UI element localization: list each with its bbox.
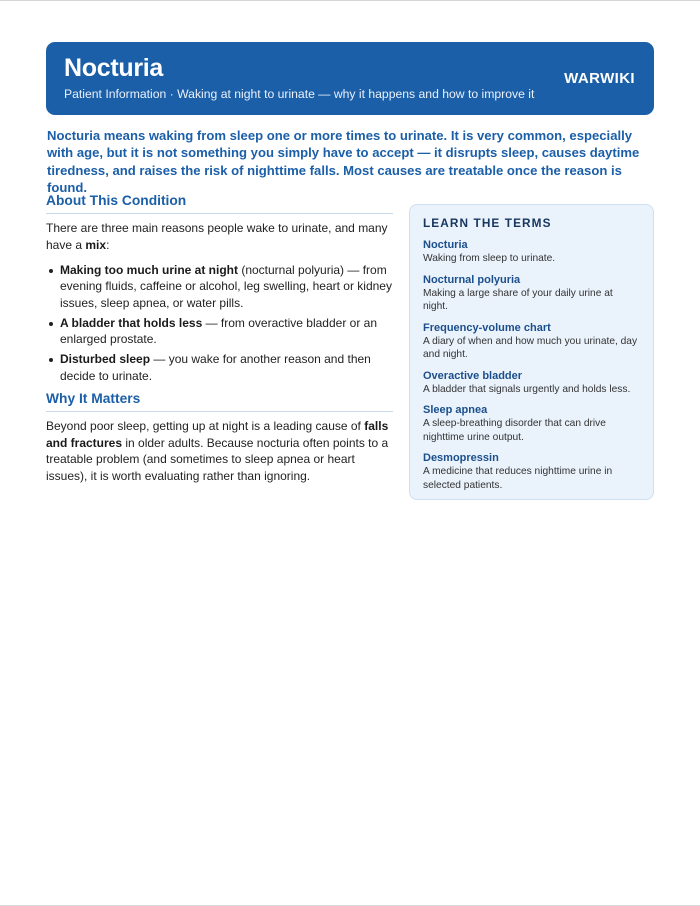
glossary-term — [423, 238, 640, 266]
bullet-icon — [49, 269, 53, 273]
about-lead-end: : — [106, 237, 110, 252]
main-column — [46, 193, 393, 484]
top-divider — [0, 0, 700, 1]
term-name: Nocturia — [423, 239, 468, 251]
term-name: Nocturnal polyuria — [423, 273, 521, 286]
list-item-text: — you wake for another reason and then decide to urinate. — [60, 352, 371, 383]
list-item-text: — from overactive bladder or an enlarged prostate. — [60, 315, 377, 347]
term-definition: A diary of when and how much you urinate, day and night. — [423, 335, 638, 360]
why-paragraph — [46, 418, 393, 484]
glossary-box — [409, 204, 654, 500]
glossary-term — [423, 369, 640, 397]
glossary-title: LEARN THE TERMS — [423, 216, 552, 230]
term-name: Overactive bladder — [423, 369, 523, 382]
list-item — [46, 351, 393, 384]
term-name: Frequency-volume chart — [423, 321, 551, 334]
term-name: Sleep apnea — [423, 404, 488, 416]
term-definition: A bladder that signals urgently and holds less. — [423, 383, 631, 395]
list-item-text: (nocturnal polyuria) — from evening fluids, caffeine or alcohol, leg swelling, heart or kidney issues, sleep apnea, or water pills. — [60, 263, 392, 310]
about-lead — [46, 220, 393, 253]
brand-logo: WARWIKI — [564, 70, 635, 87]
glossary-term — [423, 321, 640, 362]
glossary-term — [423, 403, 640, 444]
why-section — [46, 391, 393, 484]
bullet-icon — [49, 358, 53, 362]
page-header — [46, 42, 654, 115]
about-heading: About This Condition — [46, 193, 393, 214]
list-item — [46, 262, 393, 311]
list-item-bold: A bladder that holds less — [60, 315, 203, 330]
list-item — [46, 315, 393, 348]
why-bold: falls and fractures — [46, 419, 389, 450]
term-definition: Making a large share of your daily urine at night. — [423, 287, 613, 312]
list-item-bold: Making too much urine at night — [60, 263, 238, 277]
term-definition: Waking from sleep to urinate. — [423, 253, 556, 264]
term-definition: A sleep-breathing disorder that can drive nighttime urine output. — [423, 418, 606, 443]
bullet-icon — [49, 322, 53, 326]
page-subtitle: Patient Information · Waking at night to urinate — why it happens and how to improve it — [64, 87, 535, 101]
term-definition: A medicine that reduces nighttime urine in selected patients. — [423, 466, 613, 491]
why-text-1: Beyond poor sleep, getting up at night is a leading cause of — [46, 419, 365, 434]
why-heading: Why It Matters — [46, 391, 393, 412]
list-item-bold: Disturbed sleep — [60, 352, 151, 367]
why-text-2: in older adults. Because nocturia often points to a treatable problem (and sometimes to sleep apnea or heart issues), it is worth evaluating rather than ignoring. — [46, 435, 389, 483]
intro-summary: Nocturia means waking from sleep one or more times to urinate. It is very common, especially with age, but it is not something you simply have to accept — it disrupts sleep, causes daytime tiredness, and raises the risk of nighttime falls. Most causes are treatable once the reason is found. — [47, 128, 640, 195]
about-lead-bold: mix — [85, 237, 107, 252]
about-lead-text: There are three main reasons people wake to urinate, and many have a — [46, 221, 388, 252]
term-name: Desmopressin — [423, 452, 499, 464]
glossary-term — [423, 273, 640, 314]
causes-list — [46, 262, 393, 384]
page-title: Nocturia — [64, 54, 164, 82]
glossary-term — [423, 451, 640, 492]
